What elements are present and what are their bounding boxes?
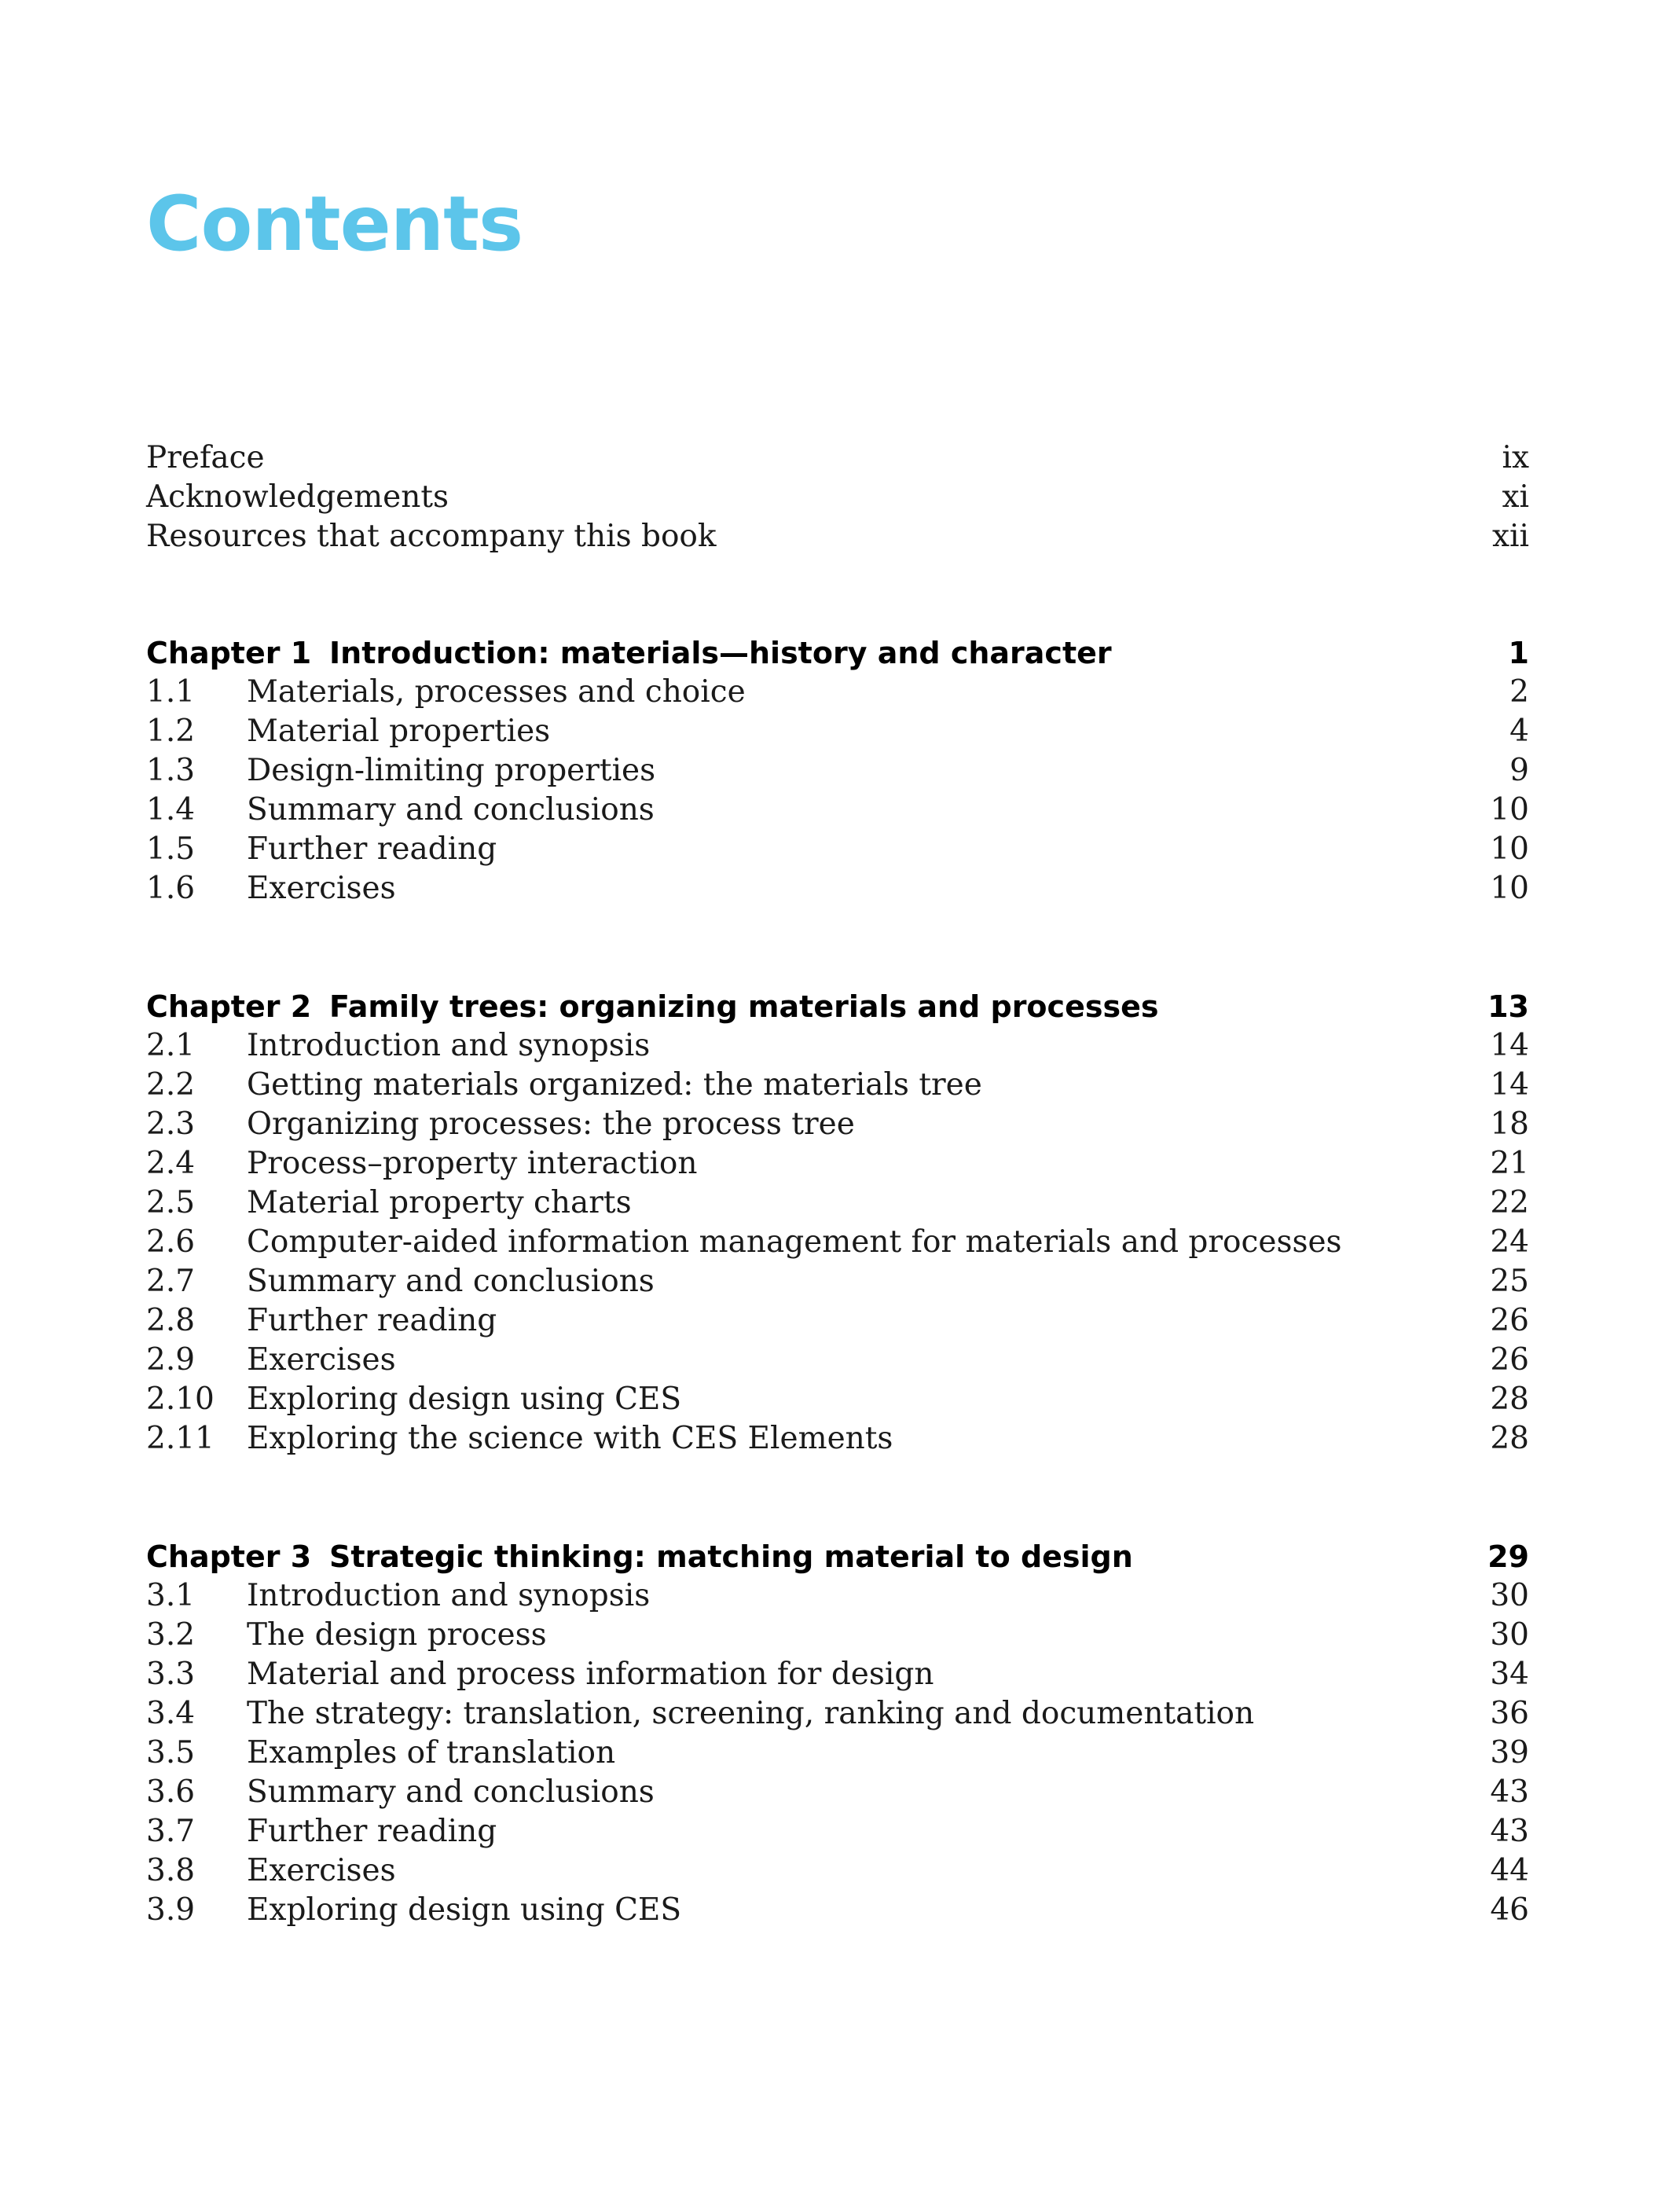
section-entry[interactable] bbox=[146, 1262, 1529, 1301]
section-title: Process–property interaction bbox=[247, 1146, 698, 1181]
chapter-page: 1 bbox=[1508, 636, 1529, 670]
section-number: 3.8 bbox=[146, 1853, 196, 1888]
toc-entry-label: Preface bbox=[146, 440, 265, 475]
section-page: 4 bbox=[1509, 714, 1529, 749]
section-page: 10 bbox=[1490, 871, 1529, 906]
section-page: 30 bbox=[1490, 1617, 1529, 1653]
chapter-title: Introduction: materials—history and character bbox=[329, 636, 1112, 670]
section-page: 30 bbox=[1490, 1578, 1529, 1613]
section-entry[interactable] bbox=[146, 830, 1529, 869]
section-page: 10 bbox=[1490, 831, 1529, 867]
section-number: 3.7 bbox=[146, 1814, 196, 1849]
section-number: 2.10 bbox=[146, 1382, 215, 1417]
section-number: 2.4 bbox=[146, 1146, 196, 1181]
section-title: Design-limiting properties bbox=[247, 753, 656, 788]
section-page: 14 bbox=[1490, 1028, 1529, 1063]
section-number: 3.5 bbox=[146, 1735, 196, 1771]
section-entry[interactable] bbox=[146, 1655, 1529, 1694]
section-page: 25 bbox=[1490, 1264, 1529, 1299]
section-title: The strategy: translation, screening, ranking and documentation bbox=[247, 1696, 1255, 1731]
section-title: Introduction and synopsis bbox=[247, 1578, 651, 1613]
section-page: 43 bbox=[1490, 1774, 1529, 1810]
toc-entry-page: xii bbox=[1492, 519, 1529, 554]
section-title: Exploring design using CES bbox=[247, 1892, 682, 1928]
section-entry[interactable] bbox=[146, 1183, 1529, 1223]
section-title: Further reading bbox=[247, 831, 497, 867]
section-entry[interactable] bbox=[146, 712, 1529, 751]
section-entry[interactable] bbox=[146, 1419, 1529, 1459]
section-entry[interactable] bbox=[146, 1576, 1529, 1616]
section-page: 28 bbox=[1490, 1421, 1529, 1456]
section-number: 2.6 bbox=[146, 1224, 196, 1260]
toc-entry-preface[interactable] bbox=[146, 438, 1529, 478]
section-page: 22 bbox=[1490, 1185, 1529, 1220]
chapter-label: Chapter 2 bbox=[146, 989, 312, 1024]
section-number: 1.3 bbox=[146, 753, 196, 788]
chapter-label: Chapter 1 bbox=[146, 636, 312, 670]
section-number: 3.9 bbox=[146, 1892, 196, 1928]
section-entry[interactable] bbox=[146, 869, 1529, 908]
section-title: Further reading bbox=[247, 1814, 497, 1849]
chapter-heading[interactable] bbox=[146, 633, 1529, 673]
section-number: 3.6 bbox=[146, 1774, 196, 1810]
section-entry[interactable] bbox=[146, 1694, 1529, 1734]
section-entry[interactable] bbox=[146, 1301, 1529, 1341]
section-page: 10 bbox=[1490, 792, 1529, 827]
toc-entry-page: xi bbox=[1502, 479, 1529, 515]
toc-entry-resources[interactable] bbox=[146, 517, 1529, 556]
section-number: 2.5 bbox=[146, 1185, 196, 1220]
chapter-title: Strategic thinking: matching material to design bbox=[329, 1539, 1133, 1574]
section-entry[interactable] bbox=[146, 1891, 1529, 1930]
chapter-title: Family trees: organizing materials and processes bbox=[329, 989, 1159, 1024]
section-title: Summary and conclusions bbox=[247, 1264, 655, 1299]
section-number: 2.7 bbox=[146, 1264, 196, 1299]
section-page: 26 bbox=[1490, 1303, 1529, 1338]
section-entry[interactable] bbox=[146, 1773, 1529, 1812]
section-number: 1.1 bbox=[146, 674, 196, 710]
section-entry[interactable] bbox=[146, 1851, 1529, 1891]
section-number: 1.5 bbox=[146, 831, 196, 867]
toc-entry-label: Resources that accompany this book bbox=[146, 519, 717, 554]
section-page: 46 bbox=[1490, 1892, 1529, 1928]
section-number: 1.4 bbox=[146, 792, 196, 827]
section-entry[interactable] bbox=[146, 1105, 1529, 1144]
section-number: 1.6 bbox=[146, 871, 196, 906]
section-entry[interactable] bbox=[146, 791, 1529, 830]
section-page: 21 bbox=[1490, 1146, 1529, 1181]
section-number: 3.4 bbox=[146, 1696, 196, 1731]
section-entry[interactable] bbox=[146, 1812, 1529, 1851]
page-title: Contents bbox=[146, 180, 523, 268]
section-page: 24 bbox=[1490, 1224, 1529, 1260]
toc-entry-page: ix bbox=[1502, 440, 1529, 475]
section-title: Material and process information for design bbox=[247, 1657, 934, 1692]
section-number: 3.1 bbox=[146, 1578, 196, 1613]
section-title: Exercises bbox=[247, 871, 396, 906]
section-number: 3.2 bbox=[146, 1617, 196, 1653]
section-title: Summary and conclusions bbox=[247, 1774, 655, 1810]
section-page: 34 bbox=[1490, 1657, 1529, 1692]
section-page: 39 bbox=[1490, 1735, 1529, 1771]
toc-entry-label: Acknowledgements bbox=[146, 479, 449, 515]
chapter-3-block bbox=[146, 1537, 1529, 1930]
section-number: 2.1 bbox=[146, 1028, 196, 1063]
chapter-1-block bbox=[146, 633, 1529, 908]
section-title: Examples of translation bbox=[247, 1735, 616, 1771]
section-number: 2.9 bbox=[146, 1342, 196, 1378]
chapter-page: 29 bbox=[1487, 1539, 1529, 1574]
section-page: 36 bbox=[1490, 1696, 1529, 1731]
section-title: Organizing processes: the process tree bbox=[247, 1106, 855, 1142]
section-entry[interactable] bbox=[146, 1380, 1529, 1419]
section-title: The design process bbox=[247, 1617, 547, 1653]
section-entry[interactable] bbox=[146, 1144, 1529, 1183]
section-title: Computer-aided information management for materials and processes bbox=[247, 1224, 1342, 1260]
section-entry[interactable] bbox=[146, 1734, 1529, 1773]
section-entry[interactable] bbox=[146, 1341, 1529, 1380]
chapter-label: Chapter 3 bbox=[146, 1539, 312, 1574]
section-entry[interactable] bbox=[146, 673, 1529, 712]
section-title: Summary and conclusions bbox=[247, 792, 655, 827]
section-page: 9 bbox=[1509, 753, 1529, 788]
section-page: 28 bbox=[1490, 1382, 1529, 1417]
section-page: 44 bbox=[1490, 1853, 1529, 1888]
section-title: Exercises bbox=[247, 1342, 396, 1378]
section-page: 26 bbox=[1490, 1342, 1529, 1378]
section-number: 2.2 bbox=[146, 1067, 196, 1103]
toc-entry-acknowledgements[interactable] bbox=[146, 478, 1529, 517]
section-page: 43 bbox=[1490, 1814, 1529, 1849]
section-title: Getting materials organized: the materials tree bbox=[247, 1067, 982, 1103]
front-matter-list bbox=[146, 438, 1529, 556]
section-number: 2.11 bbox=[146, 1421, 215, 1456]
section-title: Materials, processes and choice bbox=[247, 674, 746, 710]
section-entry[interactable] bbox=[146, 1026, 1529, 1066]
section-title: Material property charts bbox=[247, 1185, 632, 1220]
section-entry[interactable] bbox=[146, 751, 1529, 791]
section-title: Exploring design using CES bbox=[247, 1382, 682, 1417]
section-title: Further reading bbox=[247, 1303, 497, 1338]
section-number: 3.3 bbox=[146, 1657, 196, 1692]
section-title: Exercises bbox=[247, 1853, 396, 1888]
section-page: 18 bbox=[1490, 1106, 1529, 1142]
section-entry[interactable] bbox=[146, 1066, 1529, 1105]
section-title: Exploring the science with CES Elements bbox=[247, 1421, 893, 1456]
chapter-page: 13 bbox=[1487, 989, 1529, 1024]
chapter-heading[interactable] bbox=[146, 987, 1529, 1026]
section-title: Material properties bbox=[247, 714, 551, 749]
section-entry[interactable] bbox=[146, 1223, 1529, 1262]
chapter-2-block bbox=[146, 987, 1529, 1459]
section-number: 2.8 bbox=[146, 1303, 196, 1338]
section-page: 2 bbox=[1509, 674, 1529, 710]
section-page: 14 bbox=[1490, 1067, 1529, 1103]
section-entry[interactable] bbox=[146, 1616, 1529, 1655]
section-number: 2.3 bbox=[146, 1106, 196, 1142]
section-title: Introduction and synopsis bbox=[247, 1028, 651, 1063]
chapter-heading[interactable] bbox=[146, 1537, 1529, 1576]
section-number: 1.2 bbox=[146, 714, 196, 749]
